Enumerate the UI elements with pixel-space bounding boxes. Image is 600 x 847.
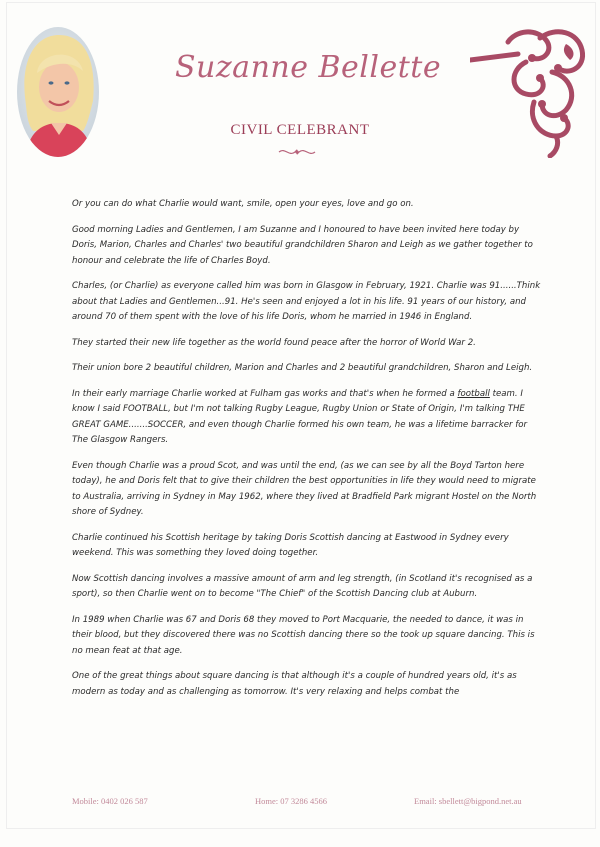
paragraph-6: In their early marriage Charlie worked at Fulham gas works and that's when he formed a football team. I know I said FOOTBALL, but I'm not talking Rugby League, Rugby Union or State of Origin, I'm talking THE GREAT GAME.......SOCCER, and even though Charlie formed his own team, he was a lifetime barracker for The Glasgow Rangers. bbox=[72, 388, 528, 445]
paragraph-5: Their union bore 2 beautiful children, Marion and Charles and 2 beautiful grandchildren, Sharon and Leigh. bbox=[72, 363, 533, 373]
portrait-photo bbox=[17, 27, 99, 157]
underlined-football: football bbox=[457, 388, 490, 399]
paragraph-7: Even though Charlie was a proud Scot, and was until the end, (as we can see by all the Boyd Tarton here today), he and Doris felt that to give their children the best opportunities in life they would need to migrate to Australia, arriving in Sydney in May 1962, where they lived at Bradfield Park migrant Hostel on the North shore of Sydney. bbox=[72, 460, 537, 517]
celebrant-name: Suzanne Bellette bbox=[175, 50, 442, 85]
flourish-icon bbox=[277, 146, 317, 158]
paragraph-1: Or you can do what Charlie would want, smile, open your eyes, love and go on. bbox=[72, 199, 414, 209]
paragraph-2: Good morning Ladies and Gentlemen, I am Suzanne and I honoured to have been invited here today by Doris, Marion, Charles and Charles' two beautiful grandchildren Sharon and Leigh as we gather together to honour and celebrate the life of Charles Boyd. bbox=[72, 224, 533, 266]
paragraph-4: They started their new life together as the world found peace after the horror of World War 2. bbox=[72, 337, 476, 348]
paragraph-10: In 1989 when Charlie was 67 and Doris 68 they moved to Port Macquarie, the needed to dance, it was in their blood, but they discovered there was no Scottish dancing there so the took up square dancing. This is no mean feat at that age. bbox=[72, 614, 535, 656]
email-address: Email: sbellett@bigpond.net.au bbox=[414, 796, 522, 806]
paragraph-9: Now Scottish dancing involves a massive amount of arm and leg strength, (in Scotland it's recognised as a sport), so then Charlie went on to become "The Chief" of the Scottish Dancing club at Auburn. bbox=[72, 573, 533, 599]
paragraph-3: Charles, (or Charlie) as everyone called him was born in Glasgow in February, 1921. Charlie was 91......Think about that Ladies and Gentlemen...91. He's seen and enjoyed a lot in his life. 91 years of our history, and around 70 of them spent with the love of his life Doris, whom he married in 1946 in England. bbox=[72, 281, 541, 322]
paragraph-11: One of the great things about square dancing is that although it's a couple of hundred years old, it's as modern as today and as challenging as tomorrow. It's very relaxing and helps combat the bbox=[72, 671, 517, 697]
home-number: Home: 07 3286 4566 bbox=[255, 796, 328, 806]
celebrant-role: CIVIL CELEBRANT bbox=[230, 122, 370, 138]
filigree-ornament-icon bbox=[470, 24, 590, 158]
mobile-number: Mobile: 0402 026 587 bbox=[72, 796, 148, 806]
paragraph-8: Charlie continued his Scottish heritage by taking Doris Scottish dancing at Eastwood in Sydney every weekend. This was something they loved doing together. bbox=[72, 532, 509, 558]
eulogy-body bbox=[72, 197, 542, 710]
